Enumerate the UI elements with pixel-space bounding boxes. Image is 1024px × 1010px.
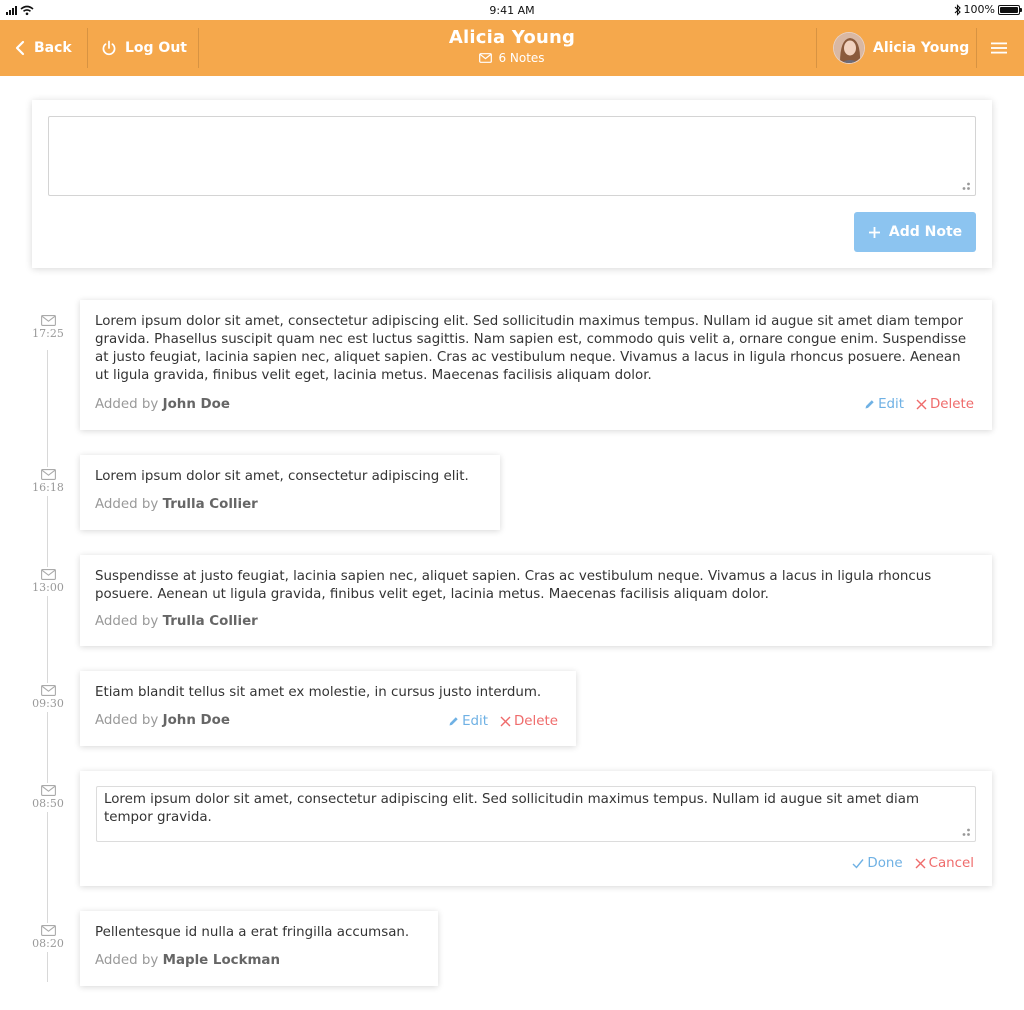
envelope-icon xyxy=(41,785,56,796)
user-name: Alicia Young xyxy=(873,40,970,56)
pencil-icon xyxy=(864,399,875,410)
pencil-icon xyxy=(448,716,459,727)
header-title-block xyxy=(312,27,712,65)
author-name: Trulla Collier xyxy=(162,614,258,629)
note-author: Added by Trulla Collier xyxy=(95,497,258,512)
delete-note-button[interactable]: Delete xyxy=(500,714,558,729)
note-text: Etiam blandit tellus sit amet ex molestie, in cursus justo interdum. xyxy=(95,685,542,700)
avatar xyxy=(833,32,865,64)
logout-button[interactable] xyxy=(101,20,187,76)
note-time: 09:30 xyxy=(32,697,64,710)
close-icon xyxy=(915,858,926,869)
status-bar xyxy=(0,0,1024,20)
note-time: 13:00 xyxy=(32,581,64,594)
note-card xyxy=(80,300,992,430)
battery-icon xyxy=(998,5,1020,15)
note-time: 17:25 xyxy=(32,327,64,340)
user-menu-button[interactable] xyxy=(833,20,969,76)
app-header xyxy=(0,20,1024,76)
power-icon xyxy=(101,40,117,56)
note-time: 08:50 xyxy=(32,797,64,810)
note-author: Added by Maple Lockman xyxy=(95,953,281,968)
edit-note-button[interactable]: Edit xyxy=(448,714,488,729)
close-icon xyxy=(916,399,927,410)
back-label: Back xyxy=(34,40,72,56)
timeline-marker xyxy=(26,683,70,712)
status-time: 9:41 AM xyxy=(489,4,535,17)
edit-note-input[interactable] xyxy=(96,786,976,842)
note-author: Added by Trulla Collier xyxy=(95,614,258,629)
new-note-input[interactable] xyxy=(48,116,976,196)
envelope-icon xyxy=(41,569,56,580)
menu-button[interactable] xyxy=(990,20,1008,76)
bluetooth-icon xyxy=(954,4,961,16)
check-icon xyxy=(852,858,864,869)
cancel-edit-button[interactable]: Cancel xyxy=(915,856,974,871)
resize-grip-icon[interactable] xyxy=(961,181,971,191)
timeline-marker xyxy=(26,923,70,952)
logout-label: Log Out xyxy=(125,40,187,56)
note-card xyxy=(80,671,576,746)
header-divider xyxy=(87,28,88,68)
author-name: John Doe xyxy=(162,713,230,728)
header-divider xyxy=(816,28,817,68)
note-text: Suspendisse at justo feugiat, lacinia sapien nec, aliquet sapien. Cras ac vestibulum neque. Vivamus a lacus in ligula rhoncus posuere. Aenean ut ligula gravida, finibus velit eget, lacinia metus. Maecenas facilisis aliquam dolor. xyxy=(95,569,932,602)
envelope-icon xyxy=(41,925,56,936)
note-text: Pellentesque id nulla a erat fringilla accumsan. xyxy=(95,925,410,940)
note-card-editing xyxy=(80,771,992,886)
note-time: 16:18 xyxy=(32,481,64,494)
envelope-icon xyxy=(41,685,56,696)
notes-count: 6 Notes xyxy=(498,51,545,65)
header-divider xyxy=(976,28,977,68)
note-card xyxy=(80,555,992,646)
chevron-left-icon xyxy=(14,40,26,56)
timeline-marker xyxy=(26,567,70,596)
timeline-marker xyxy=(26,783,70,812)
note-card xyxy=(80,911,438,986)
author-name: Trulla Collier xyxy=(162,497,258,512)
done-edit-button[interactable]: Done xyxy=(852,856,902,871)
note-text: Lorem ipsum dolor sit amet, consectetur adipiscing elit. Sed sollicitudin maximus tempus. Nullam id augue sit amet diam tempor gravida. Phasellus suscipit quam nec est luctus sagittis. Nam sapien est, commodo quis velit a, ornare congue enim. Suspendisse at justo feugiat, lacinia sapien nec, aliquet sapien. Cras ac vestibulum neque. Vivamus a lacus in ligula rhoncus posuere. Aenean ut ligula gravida, finibus velit eget, lacinia metus. Maecenas facilisis aliquam dolor. xyxy=(95,314,967,383)
note-author: Added by John Doe xyxy=(95,397,230,412)
back-button[interactable] xyxy=(14,20,72,76)
header-divider xyxy=(198,28,199,68)
envelope-icon xyxy=(41,315,56,326)
note-time: 08:20 xyxy=(32,937,64,950)
plus-icon xyxy=(868,226,881,239)
close-icon xyxy=(500,716,511,727)
author-name: Maple Lockman xyxy=(162,953,281,968)
envelope-icon xyxy=(479,53,492,63)
edit-note-button[interactable]: Edit xyxy=(864,397,904,412)
timeline-marker xyxy=(26,313,70,342)
new-note-card xyxy=(32,100,992,268)
user-avatar-icon xyxy=(834,33,865,64)
note-card xyxy=(80,455,500,530)
resize-grip-icon[interactable] xyxy=(961,827,971,837)
note-text: Lorem ipsum dolor sit amet, consectetur adipiscing elit. xyxy=(95,469,469,484)
hamburger-menu-icon xyxy=(990,41,1008,55)
timeline-line xyxy=(47,350,48,982)
add-note-label: Add Note xyxy=(888,224,963,240)
author-name: John Doe xyxy=(162,397,230,412)
battery-percent: 100% xyxy=(963,3,995,16)
add-note-button[interactable] xyxy=(854,212,976,252)
envelope-icon xyxy=(41,469,56,480)
page-title: Alicia Young xyxy=(448,27,576,48)
timeline-marker xyxy=(26,467,70,496)
delete-note-button[interactable]: Delete xyxy=(916,397,974,412)
note-author: Added by John Doe xyxy=(95,713,230,728)
